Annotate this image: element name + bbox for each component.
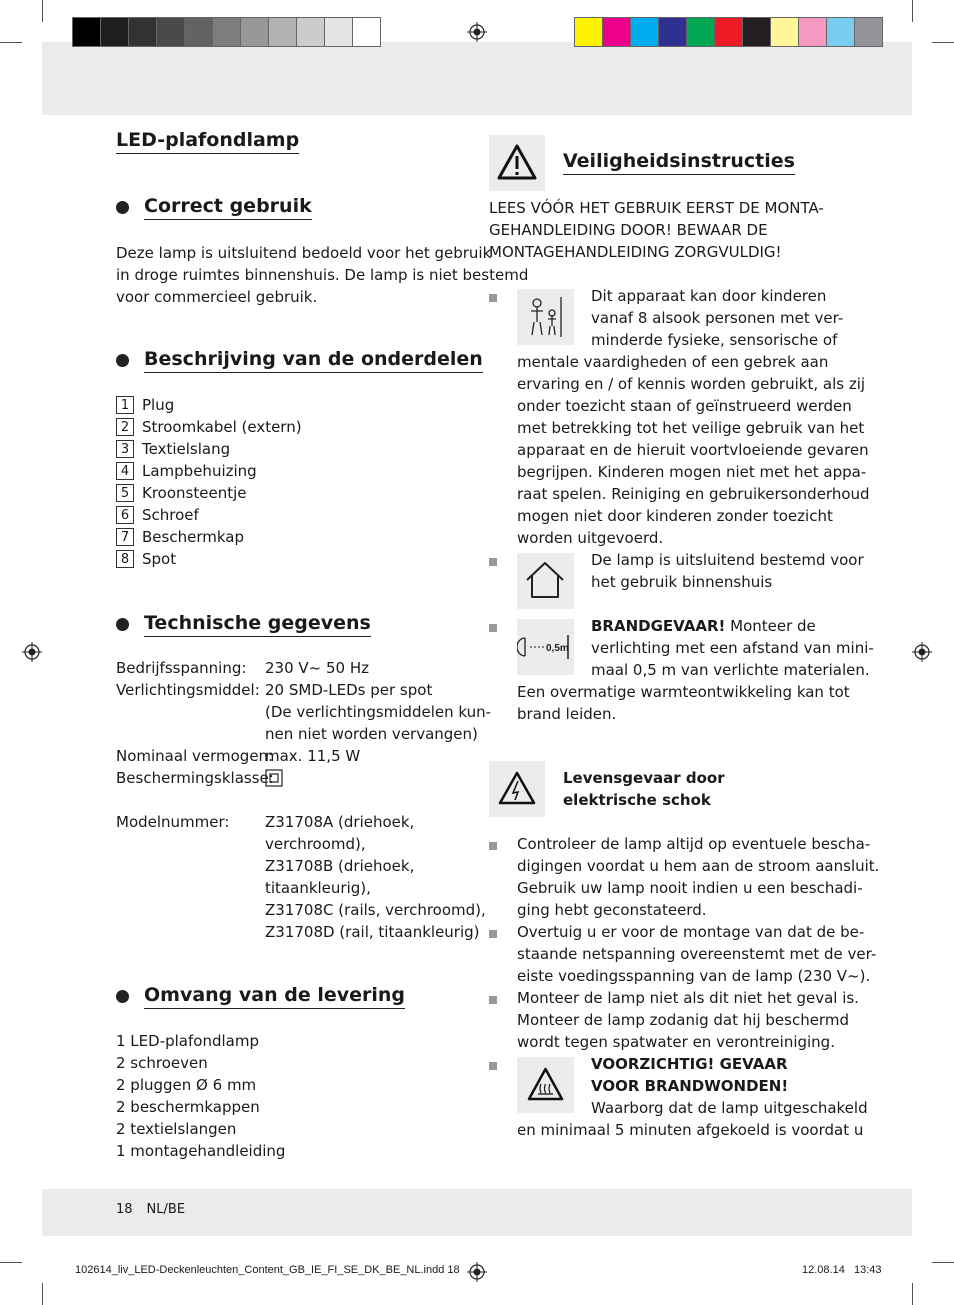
tech-label: Modelnummer: (116, 813, 230, 831)
page-title: LED-plafondlamp (116, 129, 299, 154)
crop-mark (0, 42, 22, 43)
tech-label: Beschermingsklasse: (116, 769, 274, 787)
tech-label: Verlichtingsmiddel: (116, 681, 260, 699)
warning-icon (489, 135, 545, 191)
shock-bullet-text: Controleer de lamp altijd op eventuele bescha- digingen voordat u hem aan de stroom aansluit. Gebruik uw lamp nooit indien u een beschadi- ging hebt geconstateerd. (517, 835, 880, 919)
delivery-list: 1 LED-plafondlamp 2 schroeven 2 pluggen Ø 6 mm 2 beschermkappen 2 textielslangen 1 montagehandleiding (116, 1032, 286, 1160)
list-item: 6 Schroef (116, 504, 199, 526)
process-color-swatch (714, 17, 743, 47)
gray-swatch (352, 17, 381, 47)
shock-heading: Levensgevaar door elektrische schok (563, 769, 725, 809)
house-icon (517, 553, 574, 609)
process-color-swatch (742, 17, 771, 47)
correct-use-text: Deze lamp is uitsluitend bedoeld voor het gebruik in droge ruimtes binnenshuis. De lamp is niet bestemd voor commercieel gebruik. (116, 244, 529, 306)
list-item: 5 Kroonsteentje (116, 482, 246, 504)
bullet-icon (489, 1062, 497, 1070)
tech-value: max. 11,5 W (265, 747, 361, 765)
list-item: 1 Plug (116, 394, 174, 416)
process-color-swatch (574, 17, 603, 47)
crop-mark (932, 42, 954, 43)
gray-swatch (72, 17, 101, 47)
registration-mark-icon (467, 1262, 487, 1282)
list-item: 4 Lampbehuizing (116, 460, 257, 482)
gray-swatch (212, 17, 241, 47)
crop-mark (42, 0, 43, 22)
tech-label: Nominaal vermogen: (116, 747, 274, 765)
heading-bullet-icon (116, 354, 129, 367)
crop-mark (0, 1262, 22, 1263)
tech-heading: Technische gegevens (144, 612, 371, 637)
indoor-text: De lamp is uitsluitend bestemd voor het gebruik binnenshuis (591, 551, 864, 591)
bullet-icon (489, 996, 497, 1004)
crop-mark (912, 1283, 913, 1305)
correct-use-heading: Correct gebruik (144, 195, 312, 220)
process-color-swatch (854, 17, 883, 47)
gray-swatch (184, 17, 213, 47)
top-band (42, 42, 912, 115)
shock-bullet-text: Monteer de lamp niet als dit niet het geval is. Monteer de lamp zodanig dat hij beschermd wordt tegen spatwater en verontreiniging. (517, 989, 859, 1051)
gray-swatch (100, 17, 129, 47)
heading-bullet-icon (116, 990, 129, 1003)
delivery-heading: Omvang van de levering (144, 984, 405, 1009)
list-item: 3 Textielslang (116, 438, 230, 460)
process-color-swatch (826, 17, 855, 47)
tech-label: Bedrijfsspanning: (116, 659, 247, 677)
hot-surface-warning-icon (517, 1057, 574, 1113)
file-date: 12.08.14 13:43 (802, 1264, 882, 1276)
crop-mark (932, 1262, 954, 1263)
list-item: 2 Stroomkabel (extern) (116, 416, 302, 438)
crop-mark (42, 1283, 43, 1305)
process-color-swatch (658, 17, 687, 47)
svg-text:0,5m: 0,5m (546, 643, 569, 654)
file-slug: 102614_liv_LED-Deckenleuchten_Content_GB_IE_FI_SE_DK_BE_NL.indd 18 (75, 1264, 460, 1276)
bullet-icon (489, 558, 497, 566)
fire-text-cont: Een overmatige warmteontwikkeling kan tot brand leiden. (517, 683, 850, 723)
process-color-swatch (630, 17, 659, 47)
burn-text-cont: en minimaal 5 minuten afgekoeld is voordat u (517, 1121, 864, 1139)
tech-value: 20 SMD-LEDs per spot (De verlichtingsmiddelen kun- nen niet worden vervangen) (265, 681, 492, 743)
registration-mark-icon (467, 22, 487, 42)
shock-bullet-text: Overtuig u er voor de montage van dat de be- staande netspanning overeenstemt met de ver- eiste voedingsspanning van de lamp (230 V~). (517, 923, 877, 985)
electric-shock-warning-icon (489, 761, 545, 817)
fire-text: BRANDGEVAAR! Monteer de verlichting met een afstand van mini- maal 0,5 m van verlichte materialen. (591, 617, 874, 679)
process-color-swatch (686, 17, 715, 47)
gray-swatch (156, 17, 185, 47)
children-text-cont: mentale vaardigheden of een gebrek aan ervaring en / of kennis worden gebruikt, als zij onder toezicht staan of geïnstrueerd werden met betrekking tot het veilige gebruik van het apparaat en de hieruit voortvloeiende gevaren begrijpen. Kinderen mogen niet met het appa- raat spelen. Reiniging en gebruikersonderhoud mogen niet door kinderen zonder toezicht worden uitgevoerd. (517, 353, 870, 547)
safety-intro: LEES VÓÓR HET GEBRUIK EERST DE MONTA- GEHANDLEIDING DOOR! BEWAAR DE MONTAGEHANDLEIDING ZORGVULDIG! (489, 199, 824, 261)
gray-swatch (296, 17, 325, 47)
safety-heading: Veiligheidsinstructies (563, 150, 795, 175)
tech-value: Z31708A (driehoek, verchroomd), Z31708B (driehoek, titaankleurig), Z31708C (rails, verchroomd), Z31708D (rail, titaankleurig) (265, 813, 486, 941)
tech-value: 230 V~ 50 Hz (265, 659, 370, 677)
gray-swatch (324, 17, 353, 47)
burn-text: VOORZICHTIG! GEVAAR VOOR BRANDWONDEN! Waarborg dat de lamp uitgeschakeld (591, 1055, 868, 1117)
list-item: 7 Beschermkap (116, 526, 244, 548)
process-color-swatch (770, 17, 799, 47)
bullet-icon (489, 624, 497, 632)
gray-swatch (240, 17, 269, 47)
list-item: 8 Spot (116, 548, 176, 570)
distance-icon (517, 619, 574, 675)
bullet-icon (489, 842, 497, 850)
bullet-icon (489, 930, 497, 938)
crop-mark (912, 0, 913, 22)
gray-swatch (128, 17, 157, 47)
process-color-swatch (798, 17, 827, 47)
children-text: Dit apparaat kan door kinderen vanaf 8 alsook personen met ver- minderde fysieke, sensorische of (591, 287, 844, 349)
registration-mark-icon (22, 642, 42, 662)
gray-swatch (268, 17, 297, 47)
protection-class-ii-icon (265, 769, 283, 787)
process-color-swatch (602, 17, 631, 47)
heading-bullet-icon (116, 201, 129, 214)
registration-mark-icon (912, 642, 932, 662)
page-number: 18 NL/BE (116, 1202, 186, 1217)
parts-heading: Beschrijving van de onderdelen (144, 348, 483, 373)
bullet-icon (489, 294, 497, 302)
children-icon (517, 289, 574, 345)
heading-bullet-icon (116, 618, 129, 631)
